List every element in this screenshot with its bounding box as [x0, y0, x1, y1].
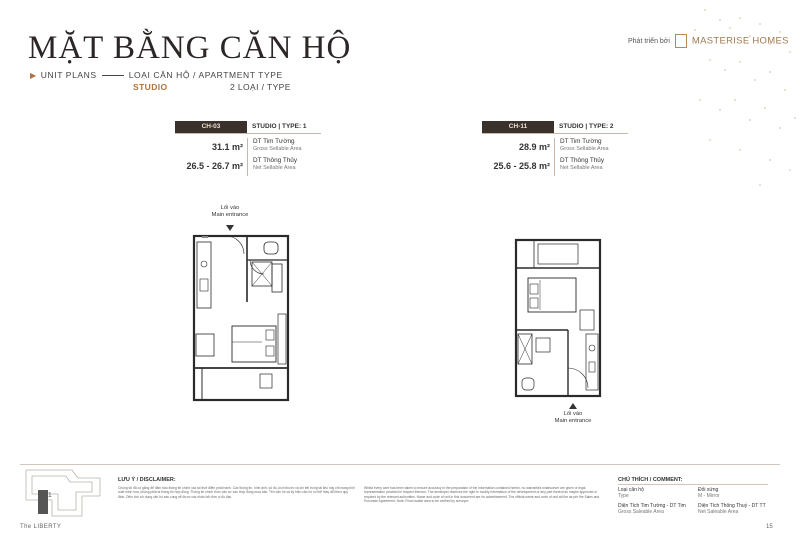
- floor-plan-ch03: [192, 234, 292, 404]
- entrance-label-ch11: Lối vào Main entrance: [554, 411, 592, 424]
- unit-type: STUDIO | TYPE: 1: [252, 123, 307, 130]
- spec-divider: [247, 138, 248, 176]
- subtitle-row: [30, 70, 283, 80]
- key-plan: [22, 466, 104, 521]
- page-number: 15: [766, 524, 773, 530]
- apartment-type-label: LOẠI CĂN HỘ / APARTMENT TYPE: [128, 70, 283, 80]
- studio-label: STUDIO: [133, 82, 168, 92]
- legend-item-type: Loại căn hộ Type: [618, 487, 644, 499]
- divider-line: [102, 75, 124, 76]
- unit-spec-ch03: [175, 133, 321, 178]
- legend-divider: [618, 484, 768, 485]
- disclaimer-heading: LƯU Ý / DISCLAIMER:: [118, 477, 176, 483]
- unit-type: STUDIO | TYPE: 2: [559, 123, 614, 130]
- gross-area-label: DT Tim Tường Gross Sellable Area: [253, 138, 302, 152]
- entrance-arrow-icon: [226, 225, 234, 231]
- developed-by-label: Phát triển bởi: [628, 37, 670, 45]
- decorative-dot-pattern: [600, 0, 800, 200]
- page-title: MẶT BẰNG CĂN HỘ: [28, 30, 352, 66]
- unit-code: CH-03: [175, 121, 247, 133]
- project-name: The LIBERTY: [20, 524, 62, 530]
- gross-area-value: 28.9 m²: [518, 142, 550, 152]
- keyplan-level-label: L1: [44, 492, 52, 499]
- net-area-value: 25.6 - 25.8 m²: [493, 161, 550, 171]
- net-area-value: 26.5 - 26.7 m²: [186, 161, 243, 171]
- unit-plans-label: UNIT PLANS: [40, 70, 97, 80]
- type-count-label: 2 LOẠI / TYPE: [230, 82, 291, 92]
- net-area-label: DT Thông Thủy Net Sellable Area: [560, 157, 605, 171]
- net-area-label: DT Thông Thủy Net Sellable Area: [253, 157, 298, 171]
- masterise-logo-icon: [675, 34, 687, 48]
- legend-item-gross: Diện Tích Tim Tường - DT Tim Gross Saleable Area: [618, 503, 686, 515]
- unit-code: CH-11: [482, 121, 554, 133]
- disclaimer-text-en: Whilst every care has been taken to ensure accuracy in the preparation of the information contained herein, no warranties whatsoever are given or legal representation provided in respect thereon. The developer reserves the right to modify information of the development or any part thereof as maybe approved or required by the relevant authorities. Name and code of unit in this document are for advertisement. The official name and code of unit will be as per the Sales and Purchase Agreement. Note: Final usable area to be verified by surveyor.: [364, 486, 600, 504]
- gross-area-label: DT Tim Tường Gross Sellable Area: [560, 138, 609, 152]
- footer-divider: [20, 464, 780, 465]
- gross-area-value: 31.1 m²: [211, 142, 243, 152]
- unit-header-ch11: [482, 121, 614, 133]
- triangle-icon: ▶: [30, 71, 37, 80]
- unit-header-ch03: [175, 121, 307, 133]
- floor-plan-ch11: [514, 238, 606, 400]
- legend-item-net: Diện Tích Thông Thuỷ - DT TT Net Saleable Area: [698, 503, 766, 515]
- spec-divider: [554, 138, 555, 176]
- disclaimer-text-vn: Chúng tôi đã cố gắng để đảm bảo thông tin chính xác tại thời điểm phát hành. Các thông tin, hình ảnh, số đo, kích thước và chi tiết trong tài liệu này chỉ mang tính chất minh họa, không phải là thông tin hợp đồng. Thông tin chính thức căn cứ vào Hợp đồng mua bán. Tên căn hộ và ký hiệu căn hộ có thể thay đổi theo quy định. Diện tích sử dụng căn hộ sau cùng sẽ được xác nhận bởi đơn vị đo đạc.: [118, 486, 355, 499]
- unit-spec-ch11: [482, 133, 628, 178]
- developer-brand: [628, 34, 789, 48]
- legend-heading: CHÚ THÍCH / COMMENT:: [618, 477, 683, 483]
- legend-item-mirror: Đối xứng M - Mirror: [698, 487, 720, 499]
- entrance-arrow-icon: [569, 403, 577, 409]
- entrance-label-ch03: Lối vào Main entrance: [211, 205, 249, 218]
- brand-name: MASTERISE HOMES: [691, 35, 789, 47]
